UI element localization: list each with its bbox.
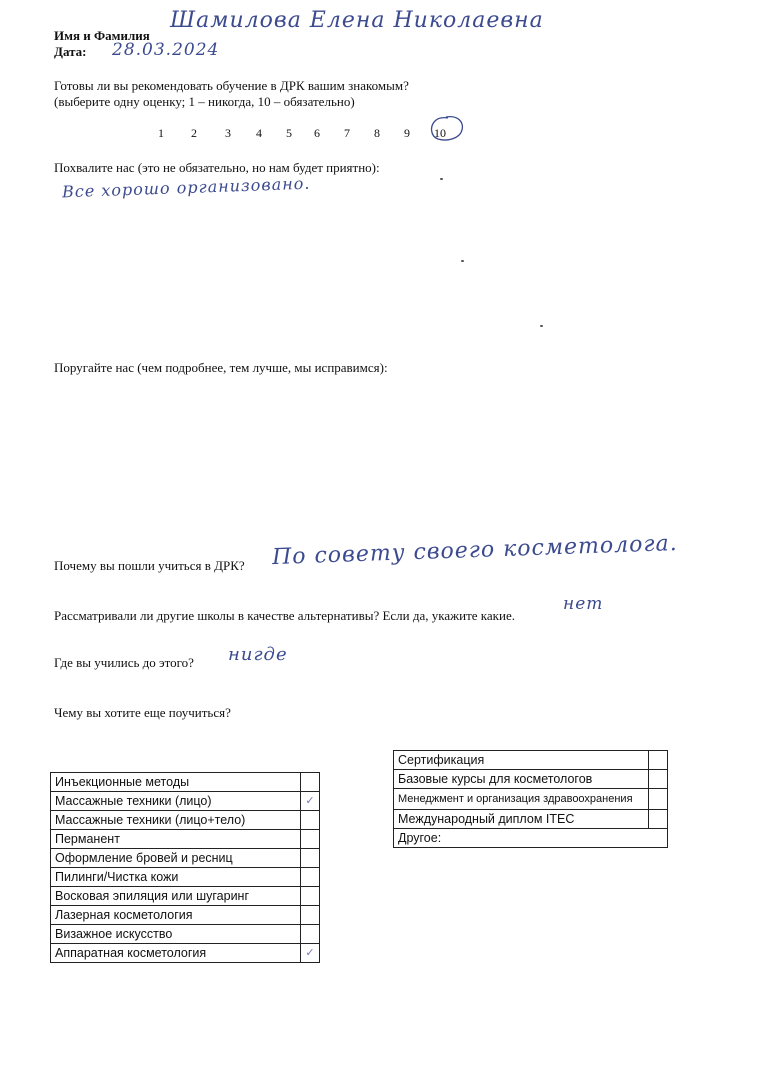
course-checkbox[interactable] xyxy=(649,789,668,810)
course-label: Массажные техники (лицо+тело) xyxy=(51,811,301,830)
table-row xyxy=(51,906,320,925)
criticize-question: Поругайте нас (чем подробнее, тем лучше, мы исправимся): xyxy=(54,360,388,375)
course-checkbox[interactable] xyxy=(301,906,320,925)
table-row xyxy=(51,830,320,849)
rating-option[interactable]: 5 xyxy=(286,126,292,140)
where-before-answer: нигде xyxy=(228,644,288,665)
table-row xyxy=(51,868,320,887)
why-answer: По совету своего косметолога. xyxy=(271,530,679,571)
selection-circle-icon xyxy=(426,112,466,144)
other-field[interactable] xyxy=(394,829,668,848)
alternatives-question: Рассматривали ли другие школы в качестве альтернативы? Если да, укажите какие. xyxy=(54,608,515,623)
table-row xyxy=(394,770,668,789)
rating-option[interactable]: 1 xyxy=(158,126,164,140)
courses-table-right xyxy=(393,750,668,848)
rating-option[interactable]: 7 xyxy=(344,126,350,140)
courses-table-left xyxy=(50,772,320,963)
praise-question: Похвалите нас (это не обязательно, но нам будет приятно): xyxy=(54,160,380,175)
course-checkbox[interactable] xyxy=(649,751,668,770)
alternatives-answer: нет xyxy=(563,594,604,614)
course-label: Визажное искусство xyxy=(51,925,301,944)
course-label: Восковая эпиляция или шугаринг xyxy=(51,887,301,906)
name-label: Имя и Фамилия xyxy=(54,28,150,43)
course-label: Лазерная косметология xyxy=(51,906,301,925)
recommend-question: Готовы ли вы рекомендовать обучение в ДРК вашим знакомым? xyxy=(54,78,409,93)
table-row xyxy=(394,789,668,810)
course-label: Перманент xyxy=(51,830,301,849)
course-label: Аппаратная косметология xyxy=(51,944,301,963)
table-row xyxy=(394,810,668,829)
table-row xyxy=(51,773,320,792)
course-checkbox[interactable] xyxy=(301,868,320,887)
table-row xyxy=(394,751,668,770)
course-label: Оформление бровей и ресниц xyxy=(51,849,301,868)
table-row xyxy=(51,944,320,963)
other-label: Другое: xyxy=(398,831,442,845)
rating-option[interactable]: 9 xyxy=(404,126,410,140)
rating-option[interactable]: 2 xyxy=(191,126,197,140)
course-label: Сертификация xyxy=(394,751,649,770)
course-checkbox[interactable]: ✓ xyxy=(301,792,320,811)
rating-option[interactable]: 6 xyxy=(314,126,320,140)
rating-option[interactable]: 8 xyxy=(374,126,380,140)
course-label: Международный диплом ITEC xyxy=(394,810,649,829)
course-checkbox[interactable] xyxy=(301,811,320,830)
course-label: Базовые курсы для косметологов xyxy=(394,770,649,789)
table-row xyxy=(394,829,668,848)
table-row xyxy=(51,887,320,906)
course-label: Инъекционные методы xyxy=(51,773,301,792)
course-checkbox[interactable] xyxy=(301,830,320,849)
course-checkbox[interactable]: ✓ xyxy=(301,944,320,963)
table-row xyxy=(51,792,320,811)
course-checkbox[interactable] xyxy=(301,887,320,906)
date-handwritten: 28.03.2024 xyxy=(112,40,220,60)
name-handwritten: Шамилова Елена Николаевна xyxy=(170,8,544,33)
recommend-hint: (выберите одну оценку; 1 – никогда, 10 – обязательно) xyxy=(54,94,355,109)
table-row xyxy=(51,811,320,830)
praise-answer: Все хорошо организовано. xyxy=(61,173,311,202)
course-label: Пилинги/Чистка кожи xyxy=(51,868,301,887)
date-label: Дата: xyxy=(54,44,87,59)
course-label: Массажные техники (лицо) xyxy=(51,792,301,811)
table-row xyxy=(51,849,320,868)
course-checkbox[interactable] xyxy=(301,849,320,868)
table-row xyxy=(51,925,320,944)
why-question: Почему вы пошли учиться в ДРК? xyxy=(54,558,245,573)
course-checkbox[interactable] xyxy=(649,770,668,789)
course-checkbox[interactable] xyxy=(649,810,668,829)
rating-option[interactable]: 4 xyxy=(256,126,262,140)
course-checkbox[interactable] xyxy=(301,925,320,944)
where-before-question: Где вы учились до этого? xyxy=(54,655,194,670)
want-learn-question: Чему вы хотите еще поучиться? xyxy=(54,705,231,720)
course-label: Менеджмент и организация здравоохранения xyxy=(394,789,649,810)
rating-option[interactable]: 3 xyxy=(225,126,231,140)
rating-option-selected[interactable]: 10 xyxy=(434,126,446,140)
course-checkbox[interactable] xyxy=(301,773,320,792)
